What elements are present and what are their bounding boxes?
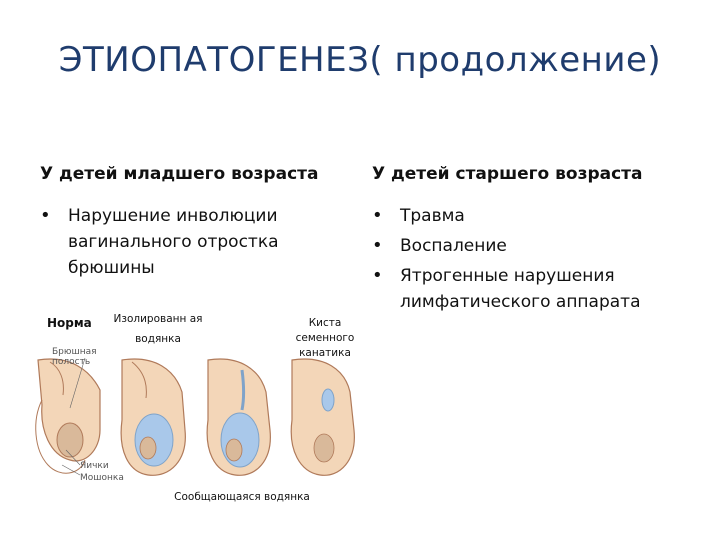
- bullet-text: Воспаление: [400, 236, 507, 256]
- right-bullet-list: [372, 203, 702, 319]
- bullet-icon: •: [372, 205, 383, 226]
- panel-norma: [36, 359, 100, 473]
- label-norma: Норма: [47, 316, 92, 330]
- left-bullet-list: [40, 203, 340, 285]
- bullet-text: Ятрогенные нарушения лимфатического аппарата: [400, 266, 641, 312]
- list-item: [372, 263, 702, 315]
- left-column-heading: У детей младшего возраста: [40, 164, 319, 184]
- label-isolated-hydrocele: Изолированн ая водянка: [113, 313, 203, 345]
- bullet-icon: •: [372, 235, 383, 256]
- label-abdominal-cavity: Брюшная полость: [52, 347, 97, 367]
- label-communicating-hydrocele: Сообщающаяся водянка: [174, 491, 310, 503]
- bullet-icon: •: [372, 265, 383, 286]
- list-item: [40, 203, 340, 281]
- list-item: [372, 233, 702, 259]
- list-item: [372, 203, 702, 229]
- bullet-text: Травма: [400, 206, 465, 226]
- bullet-text: Нарушение инволюции вагинального отростка брюшины: [68, 206, 279, 278]
- slide-title: ЭТИОПАТОГЕНЕЗ( продолжение): [58, 40, 662, 80]
- label-scrotum: Мошонка: [80, 473, 124, 483]
- bullet-icon: •: [40, 205, 51, 226]
- label-cord-cyst: Киста семенного канатика: [295, 317, 355, 359]
- panel-cord-cyst: [291, 359, 354, 475]
- right-column-heading: У детей старшего возраста: [372, 164, 643, 184]
- panel-communicating-hydrocele: [207, 359, 270, 475]
- panel-isolated-hydrocele: [121, 359, 185, 475]
- label-testis: Яички: [80, 461, 109, 471]
